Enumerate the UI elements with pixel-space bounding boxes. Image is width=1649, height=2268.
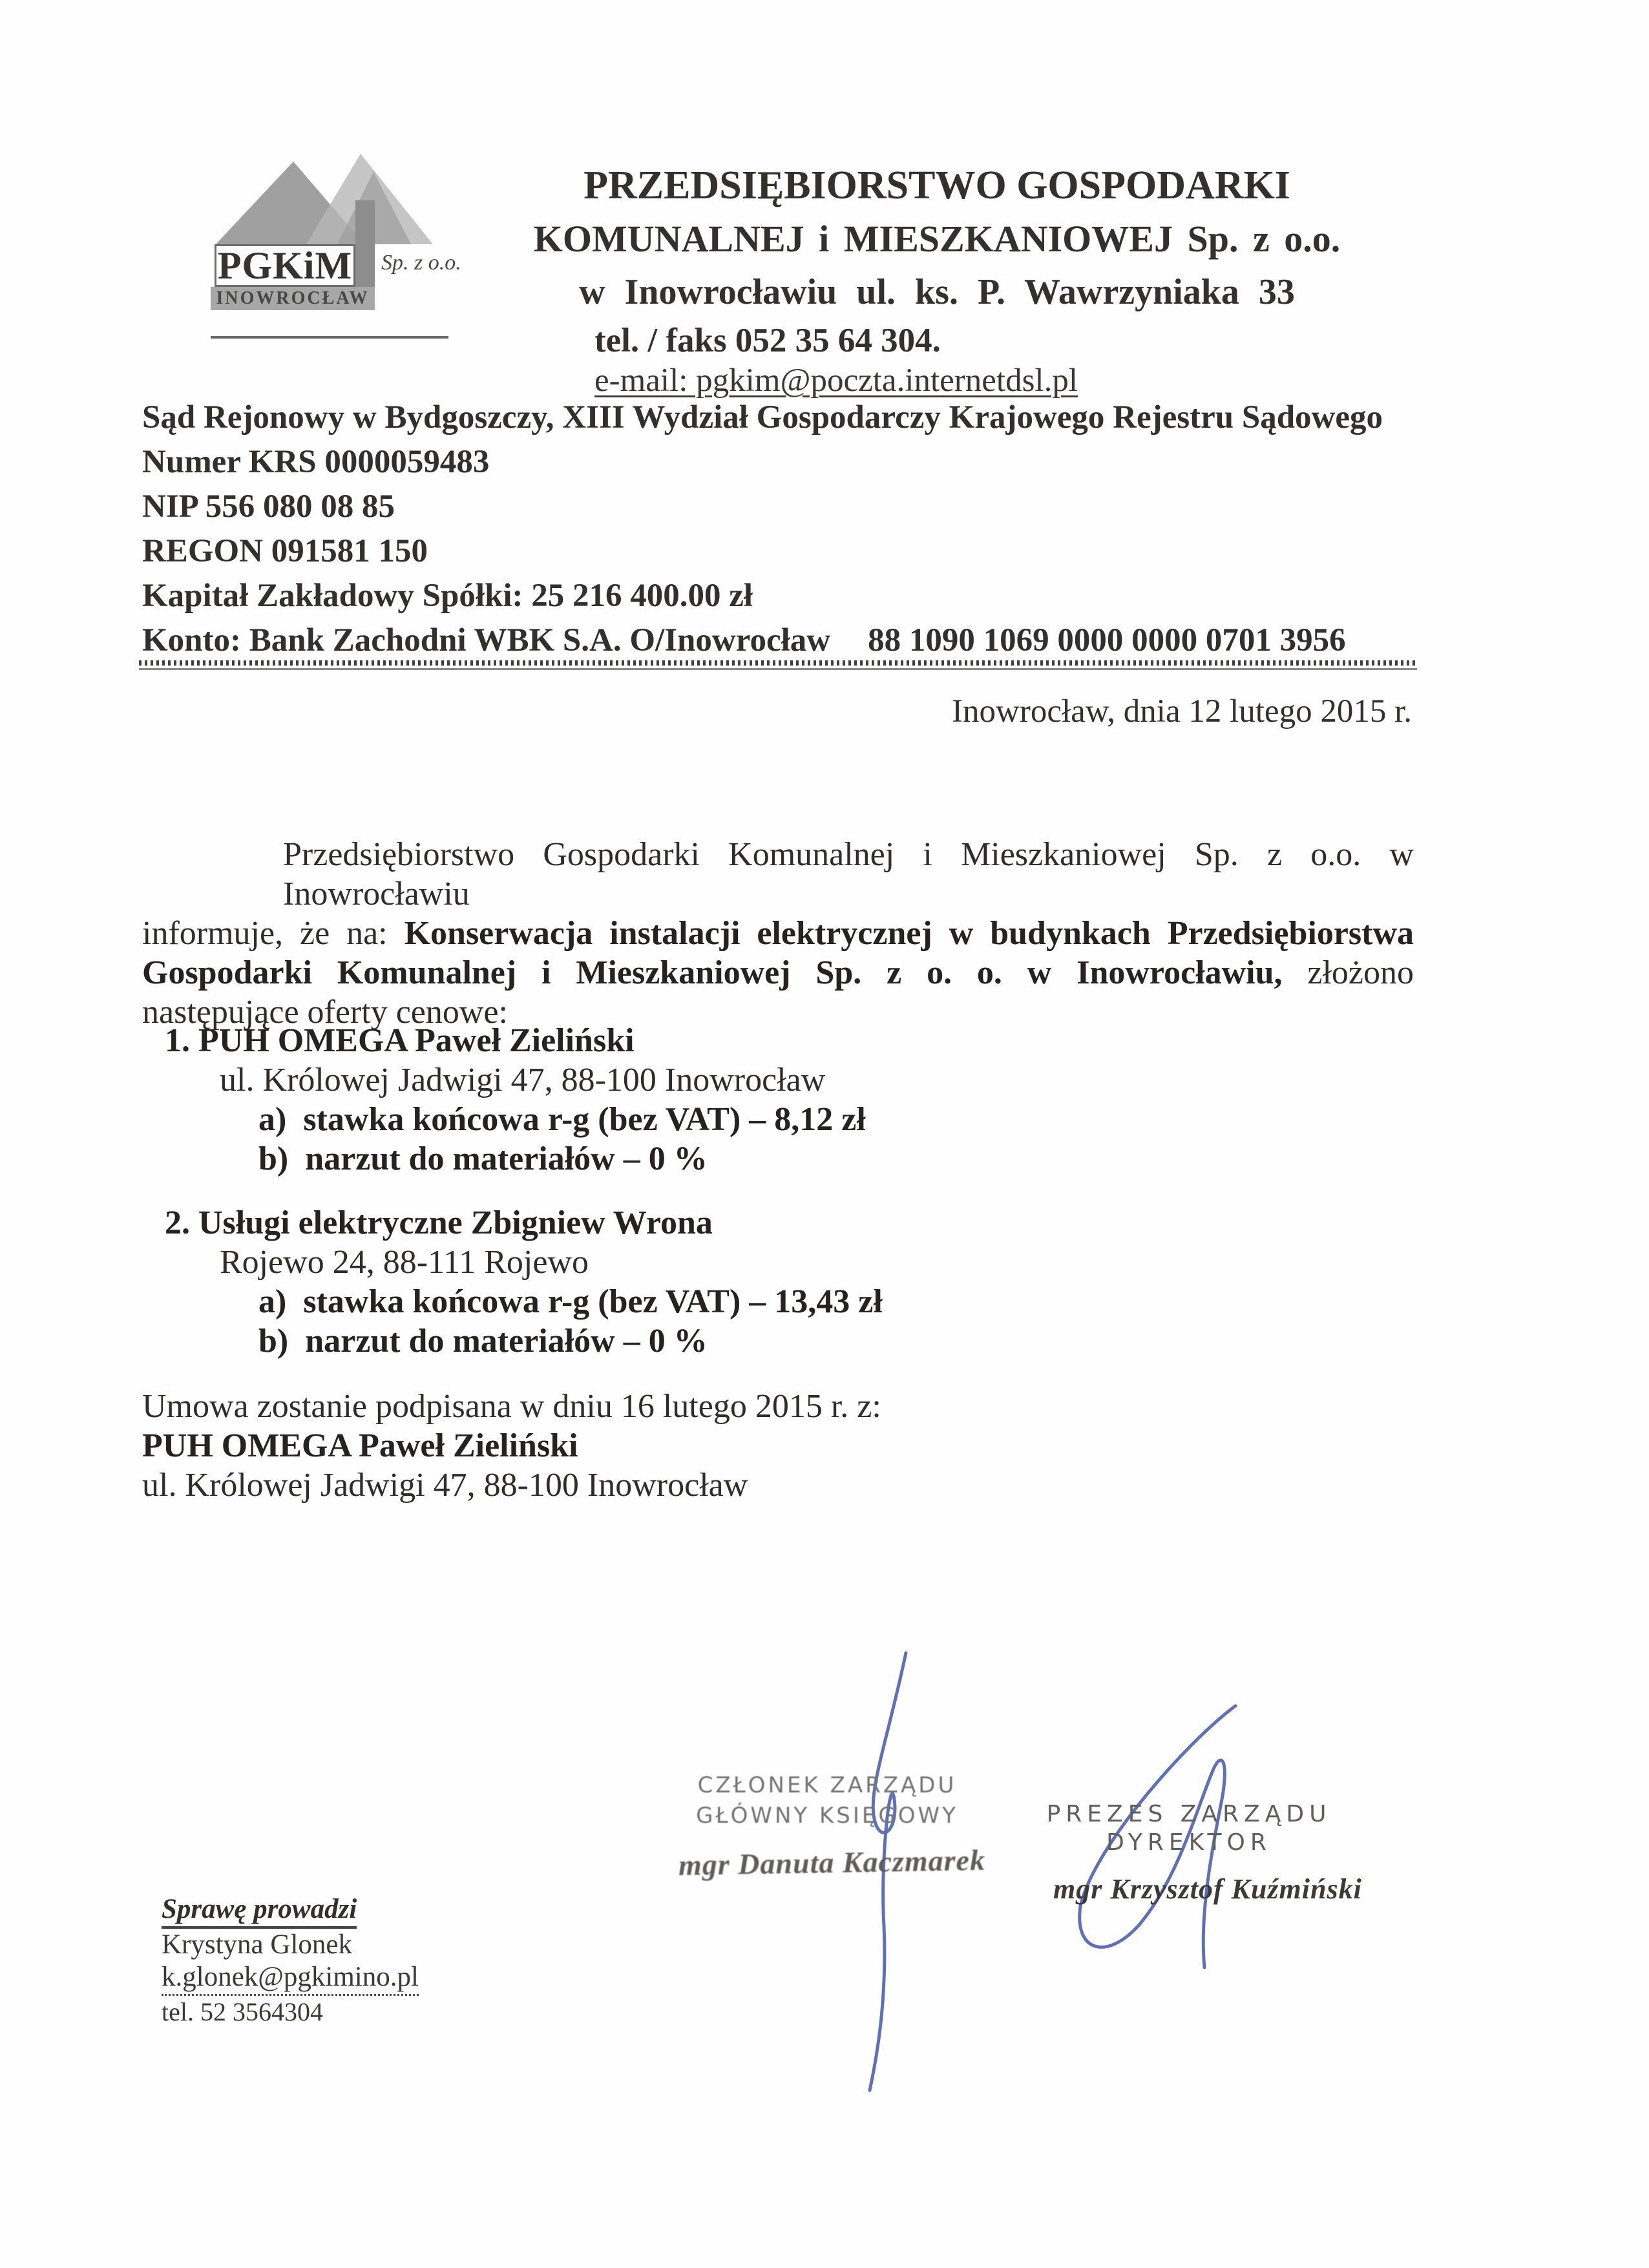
logo-wordmark: PGKiM: [217, 244, 353, 287]
offer-2-address: Rojewo 24, 88-111 Rojewo: [220, 1244, 589, 1281]
offer-1-address: ul. Królowej Jadwigi 47, 88-100 Inowrocław: [220, 1062, 826, 1098]
offer-2-rate-line: a) stawka końcowa r-g (bez VAT) – 13,43 zł: [258, 1283, 883, 1320]
closing-company: PUH OMEGA Paweł Zieliński: [142, 1427, 578, 1464]
case-handler-block: [162, 1893, 419, 2028]
case-handler-heading: Sprawę prowadzi: [162, 1893, 357, 1929]
board-member-stamp-line2: GŁÓWNY KSIĘGOWY: [696, 1803, 958, 1829]
place-and-date-line: Inowrocław, dnia 12 lutego 2015 r.: [952, 693, 1412, 730]
offer-1-rate-line: a) stawka końcowa r-g (bez VAT) – 8,12 zł: [258, 1101, 866, 1138]
offer-2-markup-line: b) narzut do materiałów – 0 %: [258, 1323, 708, 1360]
closing-line: Umowa zostanie podpisana w dniu 16 lutego 2015 r. z:: [142, 1388, 881, 1425]
registry-account-line: [142, 618, 1434, 663]
company-phone-line: tel. / faks 052 35 64 304.: [594, 322, 941, 359]
closing-block: [142, 1387, 881, 1505]
board-member-stamp: [659, 1770, 995, 1831]
offer-1-heading: 1. PUH OMEGA Paweł Zieliński: [165, 1022, 635, 1059]
president-stamp-line2: DYREKTOR: [1106, 1829, 1272, 1856]
board-member-name-stamp: mgr Danuta Kaczmarek: [678, 1843, 986, 1882]
offer-1-markup-line: b) narzut do materiałów – 0 %: [258, 1140, 708, 1177]
board-member-stamp-line1: CZŁONEK ZARZĄDU: [697, 1772, 957, 1798]
dotted-separator-line: [139, 660, 1417, 666]
president-stamp-line1: PREZES ZARZĄDU: [1046, 1801, 1332, 1827]
paragraph-line-3-normal: złożono: [1282, 954, 1414, 991]
company-address-line: w Inowrocławiu ul. ks. P. Wawrzyniaka 33: [579, 272, 1295, 312]
paragraph-line-2: [142, 914, 1414, 953]
paragraph-line-4: następujące oferty cenowe:: [142, 994, 508, 1031]
company-logo: [211, 154, 461, 341]
registry-krs-line: Numer KRS 0000059483: [142, 444, 490, 480]
registry-court-line: Sąd Rejonowy w Bydgoszczy, XIII Wydział Gospodarczy Krajowego Rejestru Sądowego: [142, 399, 1383, 436]
registry-regon-line: REGON 091581 150: [142, 533, 428, 569]
logo-city-band: [211, 287, 375, 310]
case-handler-email: k.glonek@pgkimino.pl: [162, 1961, 419, 1996]
company-email-line: e-mail: pgkim@poczta.internetdsl.pl: [594, 362, 1078, 399]
company-name-line2: KOMUNALNEJ i MIESZKANIOWEJ Sp. z o.o.: [533, 218, 1341, 260]
registry-nip-line: NIP 556 080 08 85: [142, 488, 395, 525]
intro-paragraph: [142, 835, 1414, 1032]
logo-wordmark-box: [215, 244, 355, 287]
paragraph-line-2-normal: informuje, że na:: [142, 915, 404, 952]
solid-separator-line: [139, 668, 1417, 670]
logo-city-label: INOWROCŁAW: [216, 288, 370, 308]
mountains-trees-logo-graphic: [211, 154, 437, 244]
offer-2-heading: 2. Usługi elektryczne Zbigniew Wrona: [165, 1204, 713, 1241]
offer-item-1: [165, 1021, 1522, 1179]
president-name-stamp: mgr Krzysztof Kuźmiński: [1053, 1873, 1362, 1905]
account-label: Konto: Bank Zachodni WBK S.A. O/Inowrocław: [142, 622, 831, 658]
paragraph-line-2-bold: Konserwacja instalacji elektrycznej w budynkach Przedsiębiorstwa: [404, 915, 1414, 952]
company-registry-block: [142, 395, 1434, 663]
president-stamp: [1008, 1800, 1370, 1857]
account-number: 88 1090 1069 0000 0000 0701 3956: [868, 622, 1346, 658]
company-name-line1: PRZEDSIĘBIORSTWO GOSPODARKI: [583, 163, 1290, 207]
case-handler-phone: tel. 52 3564304: [162, 1997, 323, 2026]
paragraph-line-3: [142, 953, 1414, 992]
paragraph-line-1: Przedsiębiorstwo Gospodarki Komunalnej i Mieszkaniowej Sp. z o.o. w Inowrocławiu: [283, 836, 1414, 912]
case-handler-name: Krystyna Glonek: [162, 1929, 352, 1960]
closing-address: ul. Królowej Jadwigi 47, 88-100 Inowrocław: [142, 1467, 748, 1504]
registry-capital-line: Kapitał Zakładowy Spółki: 25 216 400.00 zł: [142, 578, 753, 614]
logo-underline-rule: [211, 336, 448, 339]
offer-item-2: [165, 1203, 1522, 1361]
logo-company-suffix: Sp. z o.o.: [381, 251, 461, 275]
paragraph-line-3-bold: Gospodarki Komunalnej i Mieszkaniowej Sp. z o. o. w Inowrocławiu,: [142, 954, 1283, 991]
